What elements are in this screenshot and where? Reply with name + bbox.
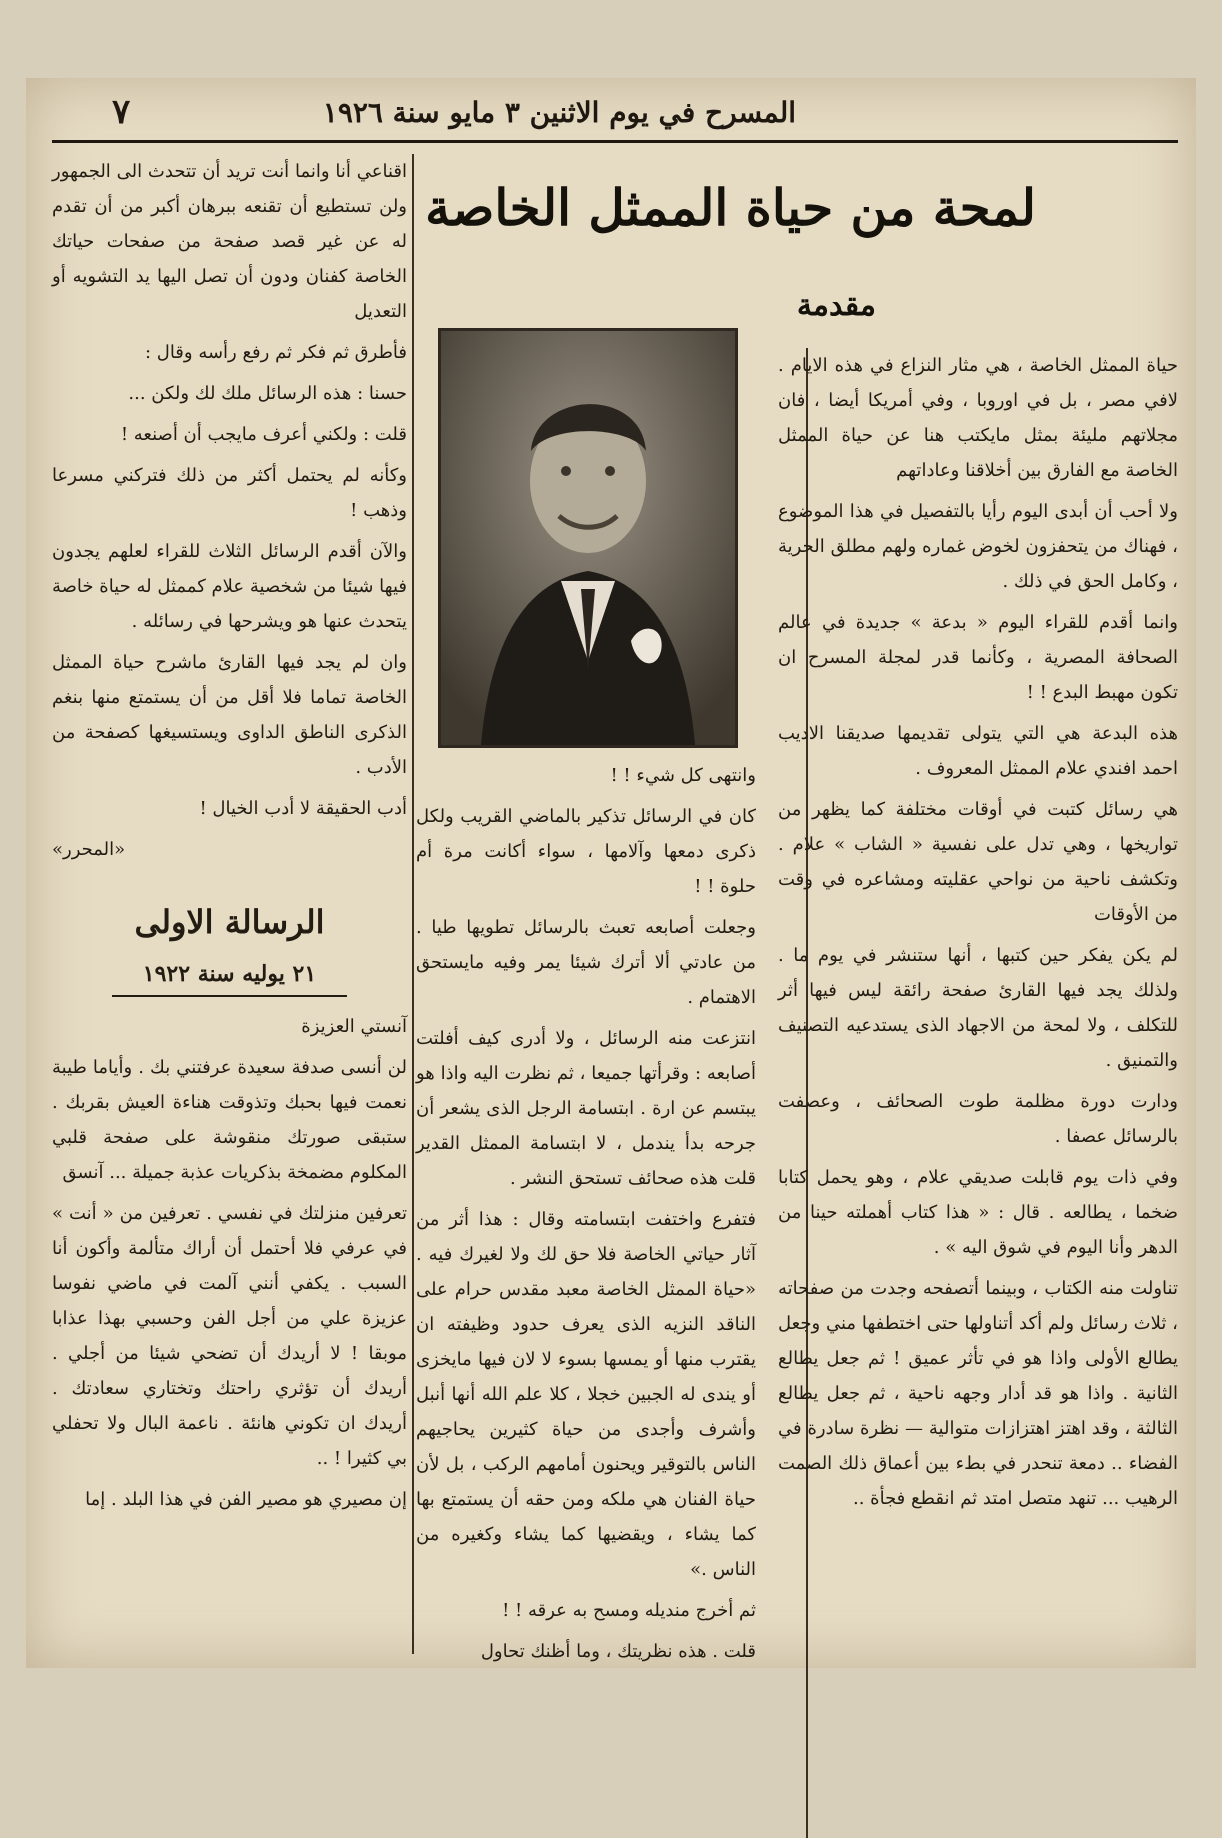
date-rule [112, 995, 347, 997]
letter-title: الرسالة الاولى [134, 903, 325, 941]
intro-paragraph: تناولت منه الكتاب ، وبينما أتصفحه وجدت من صفحاته ، ثلاث رسائل ولم أكد أتناولها حتى اختطفها مني وجعل يطالع الأولى واذا هو في تأثر عميق ! ثم جعل يطالع الثانية . واذا هو قد أدار وجهه ناحية ، ثم جعل يطالع الثالثة ، وقد اهتز اهتزازات متوالية — نظرة سادرة في الفضاء .. دمعة تنحدر في بطء بين أعماق ذلك الصمت الرهيب ... تنهد متصل امتد ثم انقطع فجأة .. [778, 1278, 1178, 1509]
intro-paragraph: هي رسائل كتبت في أوقات مختلفة كما يظهر من تواريخها ، وهي تدل على نفسية « الشاب » علام . وتكشف ناحية من نواحي عقليته ومشاعره في وقت من الأوقات [778, 799, 1178, 925]
intro-paragraph: ولا أحب أن أبدى اليوم رأيا بالتفصيل في هذا الموضوع ، فهناك من يتحفزون لخوض غماره ولهم مطلق الحرية ، وكامل الحق في ذلك . [778, 501, 1178, 592]
article-title: لمحة من حياة الممثل الخاصة [425, 178, 1036, 237]
left-paragraph: وان لم يجد فيها القارئ ماشرح حياة الممثل الخاصة تماما فلا أقل من أن يستمتع منها بنغم الذكرى الناطق الداوى ويستسيغها كصفحة من الأدب . [52, 652, 407, 778]
intro-paragraph: حياة الممثل الخاصة ، هي مثار النزاع في هذه الايام . لافي مصر ، بل في اوروبا ، وفي أمريكا أيضا ، فان مجلاتهم مليئة بمثل مايكتب هنا عن حياة الممثل الخاصة مع الفارق بين أخلاقنا وعاداتهم [778, 355, 1178, 481]
column-divider [412, 154, 414, 1654]
left-paragraph: وكأنه لم يحتمل أكثر من ذلك فتركني مسرعا وذهب ! [52, 465, 407, 521]
left-paragraph: اقناعي أنا وانما أنت تريد أن تتحدث الى الجمهور ولن تستطيع أن تقنعه ببرهان أكبر من أن تقدم له عن غير قصد صفحة من صفحات حياتك الخاصة كفنان ودون أن تصل اليها يد التشويه أو التعديل [52, 161, 407, 322]
portrait-photo [438, 328, 738, 748]
left-paragraph: والآن أقدم الرسائل الثلاث للقراء لعلهم يجدون فيها شيئا من شخصية علام كممثل له حياة خاصة يتحدث عنها هو ويشرحها في رسائله . [52, 541, 407, 632]
intro-paragraph: لم يكن يفكر حين كتبها ، أنها ستنشر في يوم ما . ولذلك يجد فيها القارئ صفحة رائقة ليس فيها أثر للتكلف ، ولا لمحة من الاجهاد الذى يستدعيه التصنيف والتمنيق . [778, 945, 1178, 1071]
editor-signature: «المحرر» [52, 839, 126, 860]
middle-paragraph: وانتهى كل شيء ! ! [610, 765, 756, 786]
page-header [26, 78, 1196, 138]
left-paragraph: أدب الحقيقة لا أدب الخيال ! [199, 798, 407, 819]
header-title: المسرح في يوم الاثنين ٣ مايو سنة ١٩٢٦ [322, 96, 796, 129]
intro-paragraph: وانما أقدم للقراء اليوم « بدعة » جديدة في عالم الصحافة المصرية ، وكأنما قدر لمجلة المسرح ان تكون مهبط البدع ! ! [778, 612, 1178, 703]
letter-paragraph: إن مصيري هو مصير الفن في هذا البلد . إما [85, 1489, 407, 1510]
middle-paragraph: وجعلت أصابعه تعبث بالرسائل تطويها طيا . من عادتي ألا أترك شيئا يمر وفيه مايستحق الاهتمام . [416, 917, 756, 1008]
page-number: ٧ [112, 92, 131, 132]
left-paragraph: حسنا : هذه الرسائل ملك لك ولكن ... [128, 383, 407, 404]
letter-paragraph: لن أنسى صدفة سعيدة عرفتني بك . وأياما طيبة نعمت فيها بحبك وتذوقت هناءة العيش بقربك . ستبقى صورتك منقوشة على صفحة قلبي المكلوم مضمخة بذكريات عذبة جميلة ... آنسق [52, 1057, 407, 1183]
middle-paragraph: فتفرع واختفت ابتسامته وقال : هذا أثر من آثار حياتي الخاصة فلا حق لك ولا لغيرك فيه . «حياة الممثل الخاصة معبد مقدس حرام على الناقد النزيه الذى يعرف حدود وظيفته ان يقترب منها أو يمسها بسوء لا لان فيها مايخزى أو يندى له الجبين خجلا ، كلا علم الله أنها أنبل وأشرف وأجدى من حياة كثيرين يحاجيهم الناس بالتوقير ويحنون أمامهم الركب ، بل لأن حياة الفنان هي ملكه ومن حقه أن يستمتع بها كما يشاء ، ويقضيها كما يشاء وكغيره من الناس .» [416, 1209, 756, 1580]
letter-paragraph: تعرفين منزلتك في نفسي . تعرفين من « أنت » في عرفي فلا أحتمل أن أراك متألمة وأكون أنا السبب . يكفي أنني آلمت في ماضي نفوسا عزيزة علي من أجل الفن وحسبي بهذا عذابا موبقا ! لا أريدك أن تضحي شيئا من أجلي . أريدك أن تؤثري راحتك وتختاري سعادتك . أريدك ان تكوني هانئة . ناعمة البال ولا تحفلي بي كثيرا ! .. [52, 1203, 407, 1469]
letter-salutation: آنستي العزيزة [301, 1016, 407, 1037]
portrait-image [441, 331, 735, 745]
middle-paragraph: قلت . هذه نظريتك ، وما أظنك تحاول [480, 1641, 756, 1662]
middle-column [416, 758, 756, 1675]
intro-paragraph: هذه البدعة هي التي يتولى تقديمها صديقنا الاديب احمد افندي علام الممثل المعروف . [778, 723, 1178, 779]
middle-paragraph: ثم أخرج منديله ومسح به عرقه ! ! [502, 1600, 756, 1621]
intro-column [778, 348, 1178, 1522]
left-paragraph: قلت : ولكني أعرف مايجب أن أصنعه ! [120, 424, 407, 445]
newspaper-page [26, 78, 1196, 1668]
intro-paragraph: وفي ذات يوم قابلت صديقي علام ، وهو يحمل كتابا ضخما ، يطالعه . قال : « هذا كتاب أهملته حينا من الدهر وأنا اليوم في شوق اليه » . [778, 1167, 1178, 1258]
left-paragraph: فأطرق ثم فكر ثم رفع رأسه وقال : [144, 342, 407, 363]
middle-paragraph: كان في الرسائل تذكير بالماضي القريب ولكل ذكرى دمعها وآلامها ، سواء أكانت مرة أم حلوة ! ! [416, 806, 756, 897]
middle-paragraph: انتزعت منه الرسائل ، ولا أدرى كيف أفلتت أصابعه : وقرأتها جميعا ، ثم نظرت اليه واذا هو يبتسم عن ارة . ابتسامة الرجل الذى يشعر أن جرحه بدأ يندمل ، لا ابتسامة الممثل القدير قلت هذه صحائف تستحق النشر . [416, 1028, 756, 1189]
header-rule [52, 140, 1178, 143]
article-subhead: مقدمة [796, 288, 876, 323]
letter-date: ٢١ يوليه سنة ١٩٢٢ [142, 961, 317, 987]
left-column [52, 154, 407, 1523]
intro-paragraph: ودارت دورة مظلمة طوت الصحائف ، وعصفت بالرسائل عصفا . [778, 1091, 1178, 1147]
